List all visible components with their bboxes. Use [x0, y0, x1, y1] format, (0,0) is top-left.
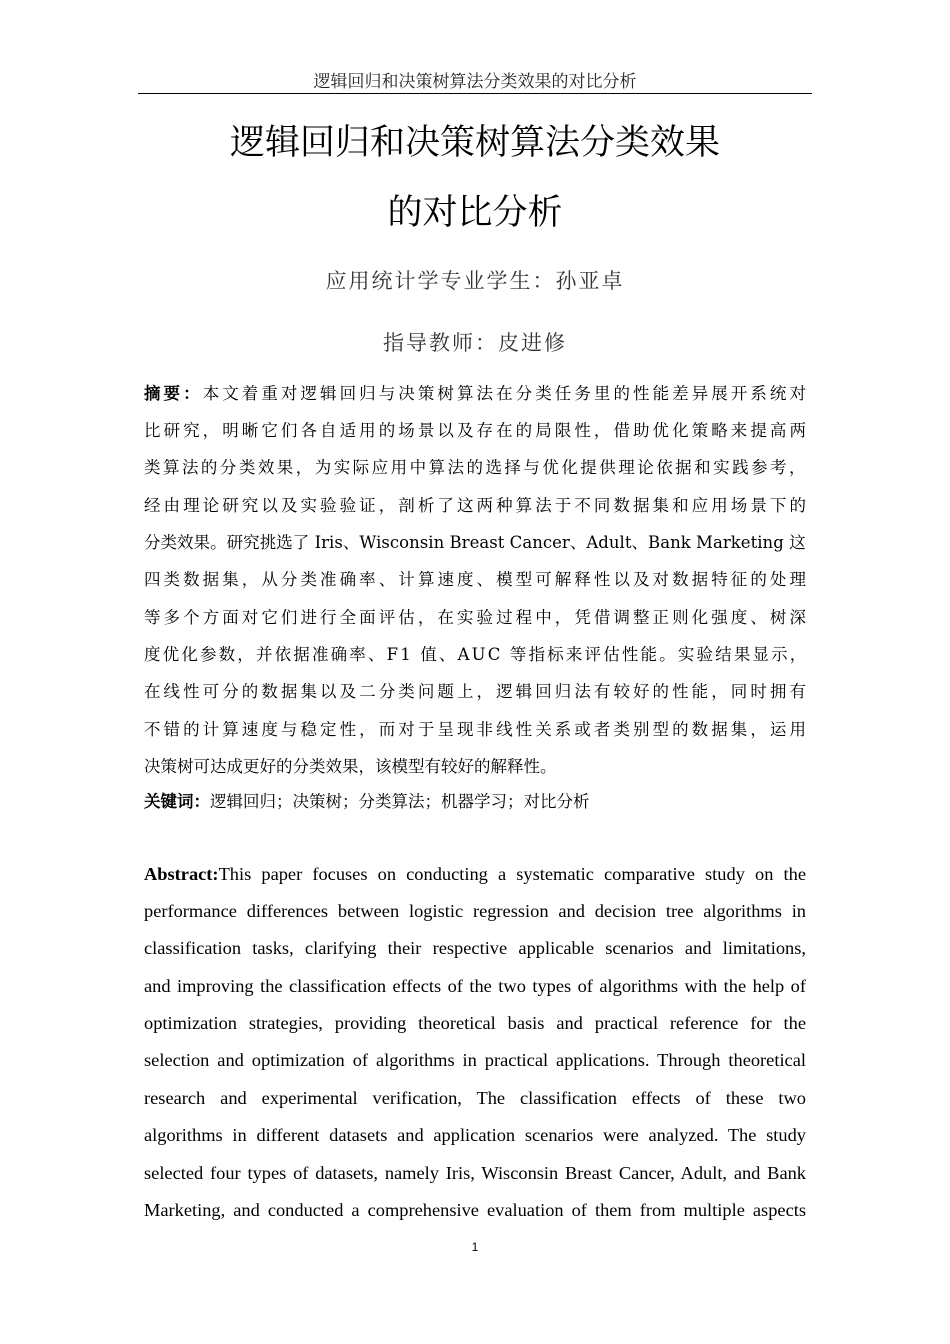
abstract-cn-label: 摘要： [144, 384, 203, 403]
abstract-en-line: selection and optimization of algorithms in practical applications. Through theoretical [144, 1050, 806, 1070]
abstract-en-line: research and experimental verification, The classification effects of these two [144, 1088, 806, 1108]
abstract-cn-line: 等多个方面对它们进行全面评估，在实验过程中，凭借调整正则化强度、树深 [144, 608, 810, 627]
abstract-en-line: optimization strategies, providing theoretical basis and practical reference for the [144, 1013, 806, 1033]
paper-title-line-2: 的对比分析 [387, 193, 563, 233]
abstract-cn-line: 不错的计算速度与稳定性，而对于呈现非线性关系或者类别型的数据集，运用 [144, 720, 810, 739]
abstract-cn-line: 经由理论研究以及实验验证，剖析了这两种算法于不同数据集和应用场景下的 [144, 496, 810, 515]
abstract-en-line: Marketing, and conducted a comprehensive evaluation of them from multiple aspects [144, 1200, 806, 1220]
abstract-cn-line: 在线性可分的数据集以及二分类问题上，逻辑回归法有较好的性能，同时拥有 [144, 682, 810, 701]
abstract-en-line: and improving the classification effects of the two types of algorithms with the help of [144, 976, 806, 996]
keywords-text: 逻辑回归；决策树；分类算法；机器学习；对比分析 [210, 792, 590, 811]
author-line: 应用统计学专业学生：孙亚卓 [325, 269, 625, 293]
abstract-en-line: algorithms in different datasets and application scenarios were analyzed. The study [144, 1125, 806, 1145]
abstract-en-text: This paper focuses on conducting a systematic comparative study on the [218, 864, 806, 884]
abstract-cn-line: 四类数据集，从分类准确率、计算速度、模型可解释性以及对数据特征的处理 [144, 570, 810, 589]
abstract-cn-line: 类算法的分类效果，为实际应用中算法的选择与优化提供理论依据和实践参考， [144, 458, 808, 477]
abstract-cn-line: 分类效果。研究挑选了 Iris、Wisconsin Breast Cancer、Adult、Bank Marketing 这 [144, 533, 806, 552]
abstract-cn-line: 比研究，明晰它们各自适用的场景以及存在的局限性，借助优化策略来提高两 [144, 421, 810, 440]
header-rule [138, 93, 812, 94]
abstract-en-line [144, 862, 806, 886]
abstract-cn-line: 决策树可达成更好的分类效果，该模型有较好的解释性。 [144, 757, 557, 776]
abstract-en-line: classification tasks, clarifying their respective applicable scenarios and limitations, [144, 938, 806, 958]
abstract-cn-text: 本文着重对逻辑回归与决策树算法在分类任务里的性能差异展开系统对 [202, 384, 810, 403]
page-number: 1 [471, 1240, 479, 1254]
abstract-en-line: selected four types of datasets, namely Iris, Wisconsin Breast Cancer, Adult, and Bank [144, 1163, 806, 1183]
running-header: 逻辑回归和决策树算法分类效果的对比分析 [313, 72, 637, 92]
abstract-cn-line: 度优化参数，并依据准确率、F1 值、AUC 等指标来评估性能。实验结果显示， [144, 645, 809, 664]
paper-title-line-1: 逻辑回归和决策树算法分类效果 [229, 123, 720, 163]
abstract-en-line: performance differences between logistic regression and decision tree algorithms in [144, 901, 806, 921]
keywords-line [144, 790, 590, 814]
keywords-label: 关键词： [144, 792, 210, 811]
advisor-line: 指导教师：皮进修 [383, 331, 567, 355]
abstract-en-label: Abstract: [144, 864, 219, 884]
abstract-cn-line [144, 382, 809, 406]
